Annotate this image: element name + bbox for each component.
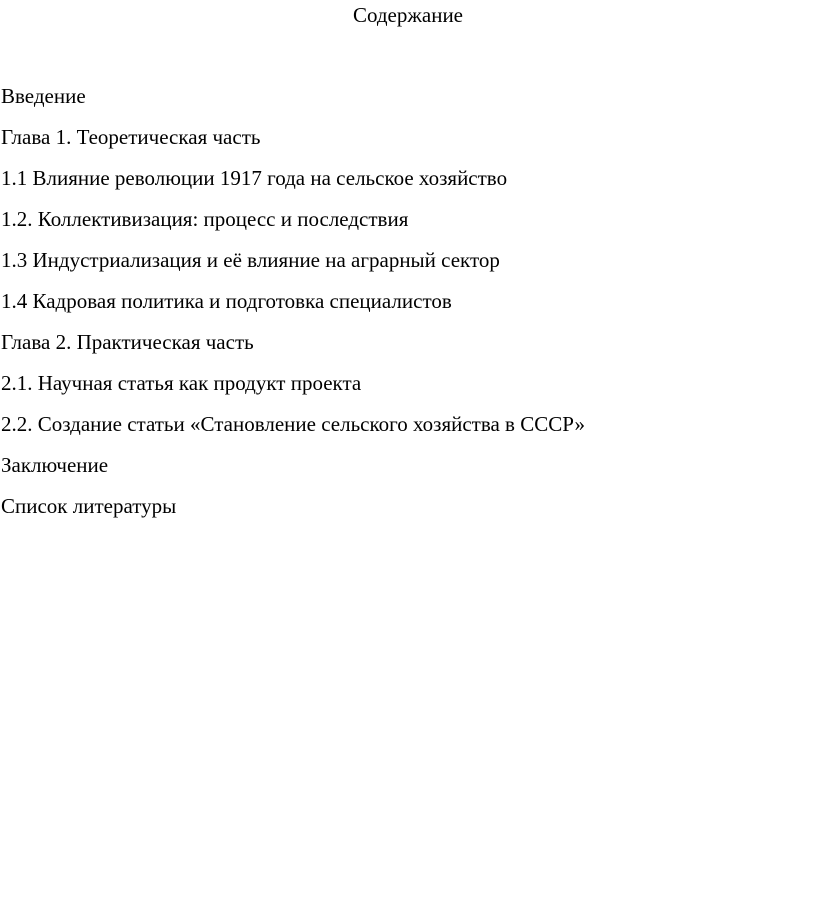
toc-item-chapter-1: Глава 1. Теоретическая часть	[1, 125, 261, 149]
toc-item-introduction: Введение	[1, 84, 86, 108]
toc-item-1-2: 1.2. Коллективизация: процесс и последствия	[1, 207, 409, 231]
toc-item-1-1: 1.1 Влияние революции 1917 года на сельское хозяйство	[1, 166, 508, 190]
page-title: Содержание	[352, 3, 464, 27]
toc-item-chapter-2: Глава 2. Практическая часть	[1, 330, 254, 354]
toc-item-2-2: 2.2. Создание статьи «Становление сельского хозяйства в СССР»	[1, 412, 585, 436]
toc-item-references: Список литературы	[1, 494, 177, 518]
toc-item-2-1: 2.1. Научная статья как продукт проекта	[1, 371, 362, 395]
toc-item-conclusion: Заключение	[1, 453, 109, 477]
toc-item-1-3: 1.3 Индустриализация и её влияние на аграрный сектор	[1, 248, 500, 272]
table-of-contents	[1, 82, 585, 533]
toc-item-1-4: 1.4 Кадровая политика и подготовка специалистов	[1, 289, 452, 313]
